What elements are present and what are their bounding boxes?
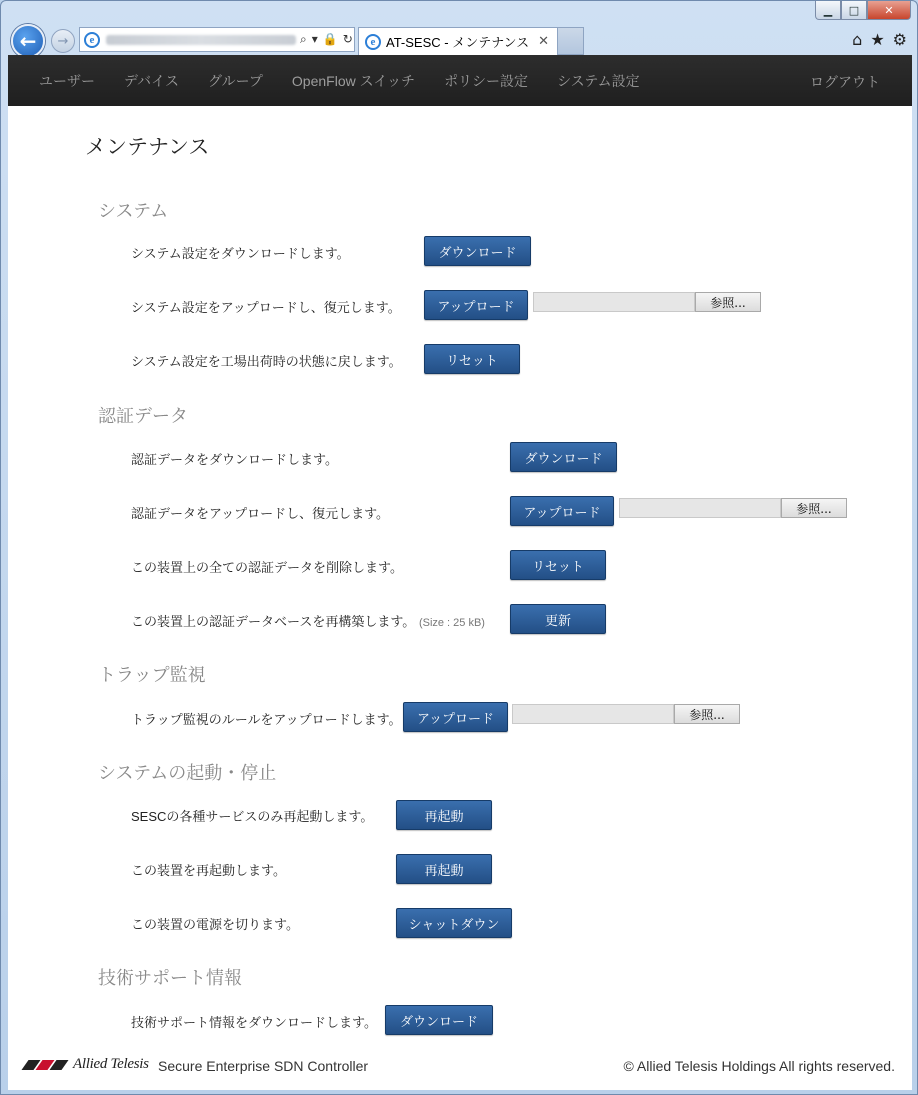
top-navbar xyxy=(8,55,912,106)
back-button[interactable]: ← xyxy=(11,24,45,58)
page-title: メンテナンス xyxy=(85,136,210,159)
product-name: Secure Enterprise SDN Controller xyxy=(158,1058,369,1074)
auth-download-button[interactable]: ダウンロード xyxy=(510,442,617,472)
auth-upload-text: 認証データをアップロードし、復元します。 xyxy=(131,506,390,521)
window-controls xyxy=(815,1,911,21)
auth-reset-button[interactable]: リセット xyxy=(510,550,606,580)
sesc-restart-text: SESCの各種サービスのみ再起動します。 xyxy=(131,809,374,824)
system-upload-button[interactable]: アップロード xyxy=(424,290,528,320)
browser-right-icons xyxy=(852,30,907,49)
address-bar-icons xyxy=(300,32,353,47)
auth-file-path[interactable] xyxy=(619,498,781,518)
nav-item-devices[interactable]: デバイス xyxy=(124,72,180,89)
auth-browse-button[interactable]: 参照... xyxy=(781,498,847,518)
logo-name: Allied Telesis xyxy=(73,1056,149,1072)
system-download-text: システム設定をダウンロードします。 xyxy=(131,246,350,261)
maximize-button[interactable]: □ xyxy=(841,1,867,20)
new-tab-button[interactable] xyxy=(558,27,584,55)
trap-upload-button[interactable]: アップロード xyxy=(403,702,508,732)
browser-toolbar xyxy=(1,23,918,55)
device-reboot-text: この装置を再起動します。 xyxy=(131,863,286,878)
trap-upload-text: トラップ監視のルールをアップロードします。 xyxy=(131,712,402,727)
auth-upload-button[interactable]: アップロード xyxy=(510,496,614,526)
auth-download-text: 認証データをダウンロードします。 xyxy=(131,452,338,467)
allied-telesis-logo-mark xyxy=(25,1060,67,1070)
device-reboot-button[interactable]: 再起動 xyxy=(396,854,492,884)
shutdown-text: この装置の電源を切ります。 xyxy=(131,917,299,932)
system-file-input[interactable] xyxy=(533,292,761,312)
close-window-button[interactable]: ✕ xyxy=(867,1,911,20)
nav-item-policy-settings[interactable]: ポリシー設定 xyxy=(444,72,529,89)
tab-title: AT-SESC - メンテナンス xyxy=(386,35,530,50)
support-download-button[interactable]: ダウンロード xyxy=(385,1005,493,1035)
address-bar[interactable] xyxy=(79,27,355,52)
shutdown-button[interactable]: シャットダウン xyxy=(396,908,512,938)
copyright: © Allied Telesis Holdings All rights reserved. xyxy=(623,1058,895,1074)
system-browse-button[interactable]: 参照... xyxy=(695,292,761,312)
refresh-icon[interactable]: ↻ xyxy=(342,32,353,46)
section-support-title: 技術サポート情報 xyxy=(98,968,242,988)
minimize-button[interactable]: ▁ xyxy=(815,1,841,20)
tab-close-icon[interactable]: ✕ xyxy=(538,34,549,49)
trap-browse-button[interactable]: 参照... xyxy=(674,704,740,724)
logout-link[interactable]: ログアウト xyxy=(810,75,880,91)
trap-file-input[interactable] xyxy=(512,704,740,724)
allied-telesis-logo xyxy=(25,1056,149,1073)
auth-rebuild-text xyxy=(131,611,485,630)
sesc-restart-button[interactable]: 再起動 xyxy=(396,800,492,830)
section-system-title: システム xyxy=(98,201,169,221)
system-file-path[interactable] xyxy=(533,292,695,312)
section-auth-title: 認証データ xyxy=(98,406,188,426)
home-icon[interactable]: ⌂ xyxy=(852,30,863,49)
nav-item-system-settings[interactable]: システム設定 xyxy=(557,72,640,89)
section-startstop-title: システムの起動・停止 xyxy=(98,763,277,783)
web-page xyxy=(8,55,912,1090)
auth-file-input[interactable] xyxy=(619,498,847,518)
auth-rebuild-label: この装置上の認証データベースを再構築します。 xyxy=(131,614,416,629)
auth-db-size: (Size : 25 kB) xyxy=(418,617,485,629)
address-url-blurred xyxy=(106,35,296,45)
system-upload-text: システム設定をアップロードし、復元します。 xyxy=(131,300,401,315)
forward-button[interactable]: → xyxy=(51,29,75,53)
lock-icon[interactable]: 🔒 xyxy=(322,32,338,46)
nav-item-openflow-switch[interactable]: OpenFlow スイッチ xyxy=(291,72,416,89)
nav-item-groups[interactable]: グループ xyxy=(208,72,263,89)
search-icon[interactable]: ⌕ xyxy=(300,32,307,46)
system-reset-button[interactable]: リセット xyxy=(424,344,520,374)
trap-file-path[interactable] xyxy=(512,704,674,724)
tab-ie-icon: e xyxy=(365,34,381,50)
nav-item-users[interactable]: ユーザー xyxy=(39,72,95,89)
system-reset-text: システム設定を工場出荷時の状態に戻します。 xyxy=(131,354,402,369)
auth-rebuild-button[interactable]: 更新 xyxy=(510,604,606,634)
system-download-button[interactable]: ダウンロード xyxy=(424,236,531,266)
ie-icon: e xyxy=(84,32,100,48)
favorites-star-icon[interactable]: ★ xyxy=(870,30,885,49)
browser-tab[interactable] xyxy=(358,27,558,55)
tools-gear-icon[interactable]: ⚙ xyxy=(892,30,907,49)
auth-reset-text: この装置上の全ての認証データを削除します。 xyxy=(131,560,403,575)
section-trap-title: トラップ監視 xyxy=(98,665,206,685)
footer xyxy=(8,1055,912,1079)
support-download-text: 技術サポート情報をダウンロードします。 xyxy=(131,1015,377,1030)
dropdown-icon[interactable]: ▾ xyxy=(311,32,318,46)
